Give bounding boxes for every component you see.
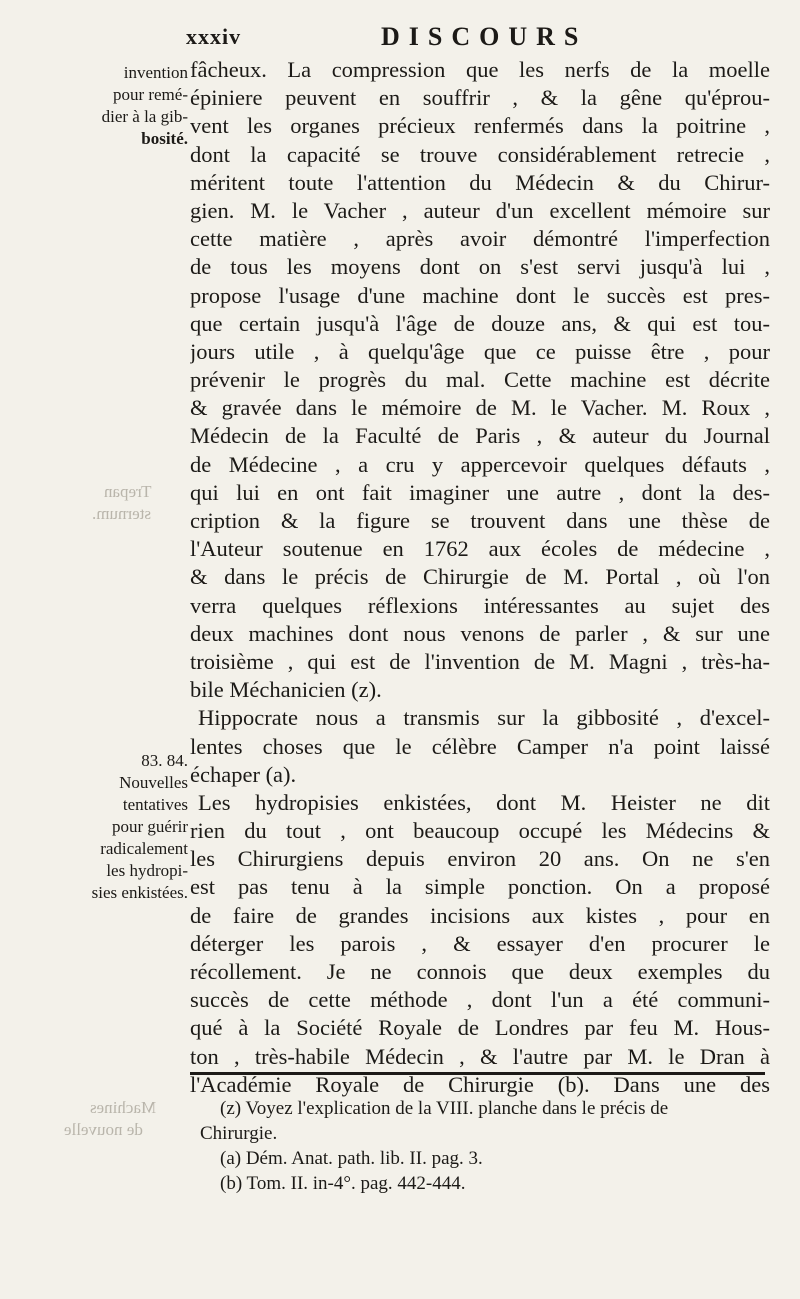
text-line: cette matière , après avoir démontré l'imperfection: [190, 226, 770, 252]
footnote-divider: [190, 1072, 765, 1075]
footnote-z-continued: Chirurgie.: [200, 1123, 278, 1144]
text-line: lentes choses que le célèbre Camper n'a point laissé: [190, 733, 770, 759]
text-line: fâcheux. La compression que les nerfs de la moelle: [190, 57, 770, 82]
text-line: rien du tout , ont beaucoup occupé les Médecins &: [190, 818, 770, 844]
page-header: [186, 22, 766, 54]
margin-line: les hydropi-: [106, 861, 188, 880]
text-line: vent les organes précieux renfermés dans la poitrine ,: [190, 113, 770, 139]
text-line: dont la capacité se trouve considérablement retrecie ,: [190, 141, 770, 167]
margin-line: pour guérir: [111, 817, 188, 836]
text-line: gien. M. le Vacher , auteur d'un excellent mémoire sur: [190, 197, 770, 223]
margin-line: bosité.: [141, 129, 188, 148]
text-line: de faire de grandes incisions aux kistes , pour en: [190, 902, 770, 928]
text-line: échaper (a).: [190, 761, 297, 787]
text-line: épiniere peuvent en souffrir , & la gêne qu'éprou-: [190, 85, 770, 111]
text-line: l'Académie Royale de Chirurgie (b). Dans une des: [190, 1071, 770, 1097]
text-line: & dans le précis de Chirurgie de M. Portal , où l'on: [190, 564, 770, 590]
bleed-through-text: Trepan: [104, 482, 152, 501]
text-line: propose l'usage d'une machine dont le succès est pres-: [190, 282, 770, 308]
margin-line: dier à la gib-: [101, 107, 188, 126]
bleed-through-text: Machines: [90, 1098, 157, 1117]
text-line: est pas tenu à la simple ponction. On a proposé: [190, 874, 770, 900]
text-line: les Chirurgiens depuis environ 20 ans. On ne s'en: [190, 846, 770, 872]
margin-note-hydropsy: [70, 750, 188, 904]
bleed-through-text: de nouvelle: [64, 1120, 143, 1139]
body-text: [190, 56, 770, 1099]
text-line: verra quelques réflexions intéressantes au sujet des: [190, 592, 770, 618]
text-line: que certain jusqu'à l'âge de douze ans, & qui est tou-: [190, 310, 770, 336]
text-line: méritent toute l'attention du Médecin & du Chirur-: [190, 169, 770, 195]
text-line: ton , très-habile Médecin , & l'autre par M. le Dran à: [190, 1043, 770, 1069]
margin-line: pour remé-: [112, 85, 188, 104]
text-line: de Médecine , a cru y appercevoir quelques défauts ,: [190, 451, 770, 477]
footnote-z: (z) Voyez l'explication de la VIII. planche dans le précis de: [220, 1098, 669, 1119]
text-line: deux machines dont nous venons de parler , & sur une: [190, 620, 770, 646]
margin-line: tentatives: [122, 795, 188, 814]
footnotes: [200, 1096, 770, 1196]
bleed-through-text: sternum.: [92, 504, 152, 523]
text-line: de tous les moyens dont on s'est servi jusqu'à lui ,: [190, 254, 770, 280]
text-line: prévenir le progrès du mal. Cette machine est décrite: [190, 367, 770, 393]
text-line: qui lui en ont fait imaginer une autre , dont la des-: [190, 479, 770, 505]
margin-note-gibbosity: [70, 62, 188, 150]
footnote-b: (b) Tom. II. in-4°. pag. 442-444.: [220, 1173, 466, 1194]
margin-line: invention: [123, 63, 188, 82]
text-line: Médecin de la Faculté de Paris , & auteur du Journal: [190, 423, 770, 449]
margin-line: sies enkistées.: [91, 883, 188, 902]
running-title: DISCOURS: [381, 22, 588, 51]
text-line: troisième , qui est de l'invention de M. Magni , très-ha-: [190, 648, 770, 674]
text-line: succès de cette méthode , dont l'un a été communi-: [190, 987, 770, 1013]
text-line: & gravée dans le mémoire de M. le Vacher. M. Roux ,: [190, 395, 770, 421]
text-line: cription & la figure se trouvent dans une thèse de: [190, 508, 770, 533]
margin-line: 83. 84.: [141, 751, 188, 770]
text-line: qué à la Société Royale de Londres par feu M. Hous-: [190, 1015, 770, 1041]
margin-line: Nouvelles: [119, 773, 188, 792]
page-number: xxxiv: [186, 24, 242, 49]
text-line: déterger les parois , & essayer d'en procurer le: [190, 930, 770, 956]
text-line: jours utile , à quelqu'âge que ce puisse être , pour: [190, 338, 770, 364]
text-line: Hippocrate nous a transmis sur la gibbosité , d'excel-: [198, 705, 770, 731]
margin-line: radicalement: [100, 839, 188, 858]
text-line: l'Auteur soutenue en 1762 aux écoles de médecine ,: [190, 536, 770, 562]
text-line: récollement. Je ne connois que deux exemples du: [190, 959, 770, 984]
text-line: Les hydropisies enkistées, dont M. Heister ne dit: [198, 789, 770, 815]
text-line: bile Méchanicien (z).: [190, 677, 382, 703]
footnote-a: (a) Dém. Anat. path. lib. II. pag. 3.: [220, 1148, 483, 1169]
